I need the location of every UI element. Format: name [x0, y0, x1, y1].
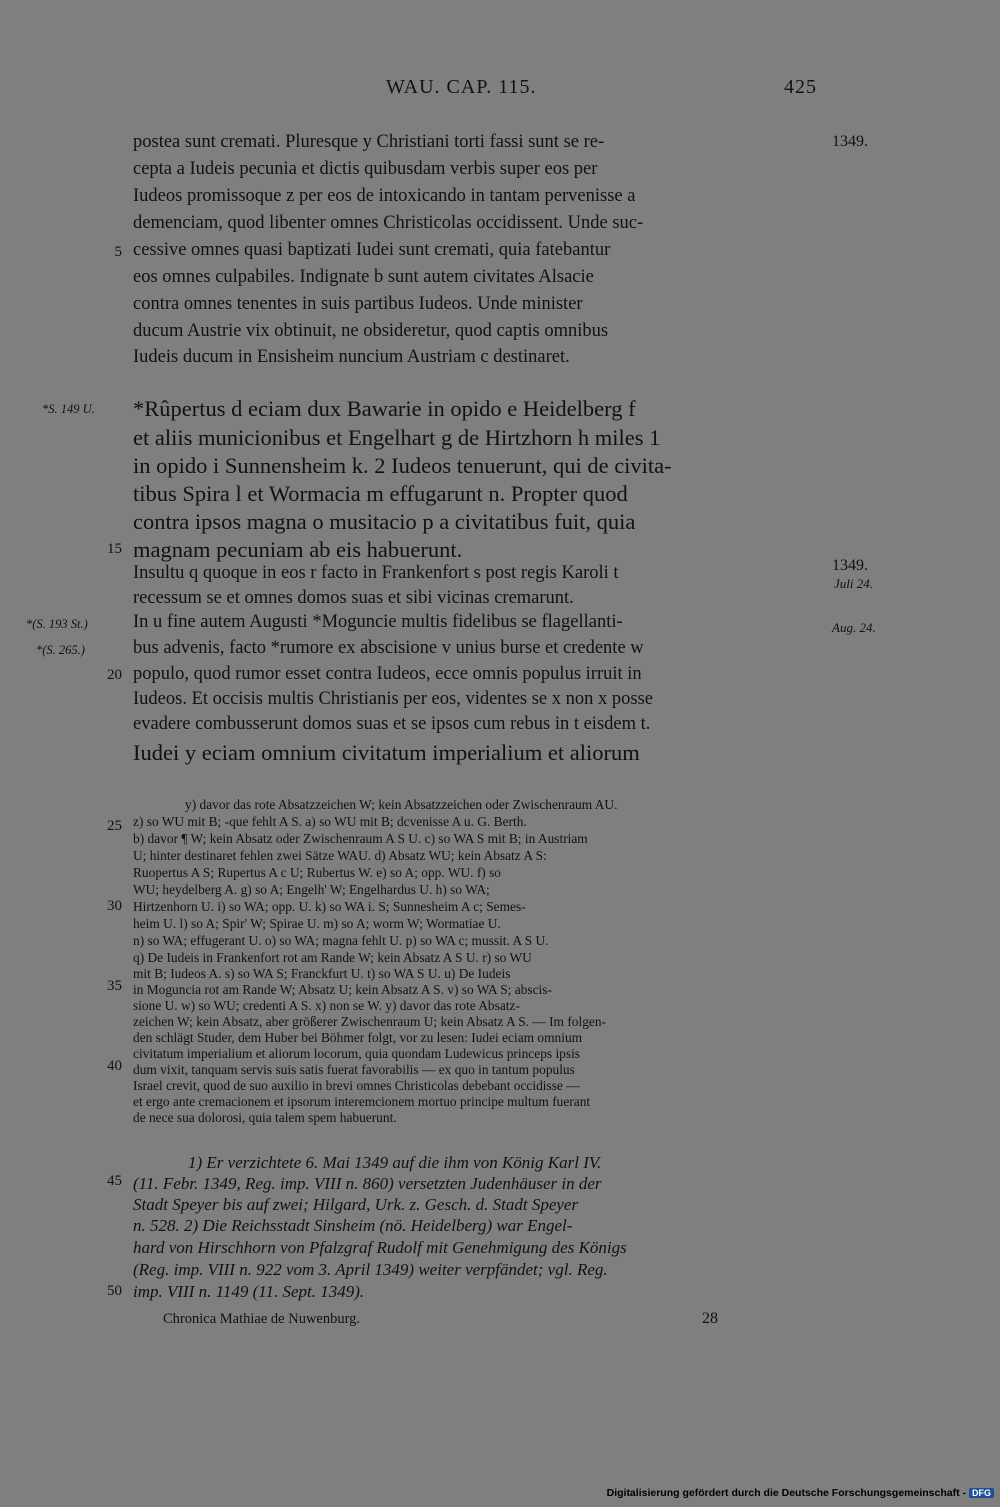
margin-reference: *(S. 265.) [36, 643, 85, 657]
main-line: cessive omnes quasi baptizati Iudei sunt cremati, quia fatebantur [133, 240, 611, 260]
line-number: 20 [107, 667, 122, 683]
margin-date: Juli 24. [834, 576, 873, 591]
main-line: populo, quod rumor esset contra Iudeos, ecce omnis populus irruit in [133, 664, 642, 684]
variant-line: mit B; Iudeos A. s) so WA S; Franckfurt U. t) so WA S U. u) De Iudeis [133, 966, 511, 981]
variant-line: y) davor das rote Absatzzeichen W; kein Absatzzeichen oder Zwischenraum AU. [185, 797, 618, 812]
main-line: postea sunt cremati. Pluresque y Christiani torti fassi sunt se re- [133, 132, 605, 152]
signature-mark: 28 [702, 1310, 718, 1327]
variant-line: Israel crevit, quod de suo auxilio in brevi omnes Christicolas debebant occidisse — [133, 1078, 580, 1093]
variant-line: WU; heydelberg A. g) so A; Engelh' W; Engelhardus U. h) so WA; [133, 882, 490, 897]
digitization-credit [607, 1487, 994, 1499]
variant-line: z) so WU mit B; -que fehlt A S. a) so WU mit B; dcvenisse A u. G. Berth. [133, 814, 527, 829]
collection-title: Chronica Mathiae de Nuwenburg. [163, 1311, 361, 1327]
dfg-logo-icon: DFG [969, 1488, 994, 1498]
footnote-line: (Reg. imp. VIII n. 922 vom 3. April 1349) weiter verpfändet; vgl. Reg. [133, 1260, 608, 1279]
variant-line: q) De Iudeis in Frankenfort rot am Rande W; kein Absatz A S U. r) so WU [133, 950, 532, 965]
line-number: 30 [107, 898, 122, 914]
line-number: 40 [107, 1058, 122, 1074]
margin-reference: *S. 149 U. [42, 402, 95, 416]
margin-year: 1349. [832, 133, 868, 150]
main-line: Iudeos promissoque z per eos de intoxicando in tantam pervenisse a [133, 186, 636, 206]
main-line: evadere combusserunt domos suas et se ipsos cum rebus in t eisdem t. [133, 714, 651, 734]
line-number: 15 [107, 541, 122, 557]
main-line: In u fine autem Augusti *Moguncie multis fidelibus se flagellanti- [133, 612, 623, 632]
main-line: Iudeos. Et occisis multis Christianis per eos, videntes se x non x posse [133, 689, 653, 709]
main-line: bus advenis, facto *rumore ex abscisione v unius burse et credente w [133, 638, 644, 658]
variant-line: U; hinter destinaret fehlen zwei Sätze WAU. d) Absatz WU; kein Absatz A S: [133, 848, 547, 863]
page-number: 425 [784, 76, 817, 98]
main-line: demenciam, quod libenter omnes Christicolas occidissent. Unde suc- [133, 213, 644, 233]
main-line: magnam pecuniam ab eis habuerunt. [133, 537, 463, 562]
variant-line: heim U. l) so A; Spir' W; Spirae U. m) so A; worm W; Wormatiae U. [133, 916, 501, 931]
footnote-line: 1) Er verzichtete 6. Mai 1349 auf die ihm von König Karl IV. [188, 1153, 602, 1172]
margin-reference: *(S. 193 St.) [26, 617, 88, 631]
running-head: WAU. CAP. 115. [386, 76, 537, 98]
main-line: Insultu q quoque in eos r facto in Frankenfort s post regis Karoli t [133, 563, 619, 583]
variant-line: zeichen W; kein Absatz, aber größerer Zwischenraum U; kein Absatz A S. — Im folgen- [133, 1014, 606, 1029]
main-line: ducum Austrie vix obtinuit, ne obsideretur, quod captis omnibus [133, 321, 609, 341]
variant-line: Ruopertus A S; Rupertus A c U; Rubertus W. e) so A; opp. WU. f) so [133, 865, 501, 880]
main-line: contra ipsos magna o musitacio p a civitatibus fuit, quia [133, 509, 636, 534]
variant-line: de nece sua dolorosi, quia talem spem habuerunt. [133, 1110, 397, 1125]
variant-line: sione U. w) so WU; credenti A S. x) non se W. y) davor das rote Absatz- [133, 998, 520, 1013]
main-line: tibus Spira l et Wormacia m effugarunt n. Propter quod [133, 481, 628, 506]
main-line: Iudei y eciam omnium civitatum imperialium et aliorum [133, 740, 640, 765]
variant-line: dum vixit, tanquam servis suis satis fuerat favorabilis — ex quo in tantum populus [133, 1062, 575, 1077]
main-line: et aliis municionibus et Engelhart g de Hirtzhorn h miles 1 [133, 425, 661, 450]
variant-line: den schlägt Studer, dem Huber bei Böhmer folgt, vor zu lesen: Iudei eciam omnium [133, 1030, 583, 1045]
variant-line: Hirtzenhorn U. i) so WA; opp. U. k) so WA i. S; Sunnesheim A c; Semes- [133, 899, 526, 914]
main-line: Iudeis ducum in Ensisheim nuncium Austriam c destinaret. [133, 347, 570, 367]
line-number: 50 [107, 1283, 122, 1299]
main-line: *Rûpertus d eciam dux Bawarie in opido e Heidelberg f [133, 396, 636, 421]
margin-year: 1349. [832, 557, 868, 574]
line-number: 25 [107, 818, 122, 834]
margin-date: Aug. 24. [832, 620, 876, 635]
variant-line: b) davor ¶ W; kein Absatz oder Zwischenraum A S U. c) so WA S mit B; in Austriam [133, 831, 588, 846]
main-line: in opido i Sunnensheim k. 2 Iudeos tenuerunt, qui de civita- [133, 453, 672, 478]
footnote-line: n. 528. 2) Die Reichsstadt Sinsheim (nö. Heidelberg) war Engel- [133, 1216, 573, 1235]
line-number: 5 [114, 244, 122, 260]
footnote-line: Stadt Speyer bis auf zwei; Hilgard, Urk. z. Gesch. d. Stadt Speyer [133, 1195, 579, 1214]
main-line: contra omnes tenentes in suis partibus Iudeos. Unde minister [133, 294, 583, 314]
line-number: 35 [107, 978, 122, 994]
line-number: 45 [107, 1173, 122, 1189]
main-line: recessum se et omnes domos suas et sibi vicinas cremarunt. [133, 588, 574, 608]
main-line: eos omnes culpabiles. Indignate b sunt autem civitates Alsacie [133, 267, 594, 287]
footnote-line: (11. Febr. 1349, Reg. imp. VIII n. 860) versetzten Judenhäuser in der [133, 1174, 602, 1193]
main-line: cepta a Iudeis pecunia et dictis quibusdam verbis super eos per [133, 159, 598, 179]
variant-line: et ergo ante cremacionem et ipsorum interemcionem mortuo principe multum fuerant [133, 1094, 591, 1109]
variant-line: in Moguncia rot am Rande W; Absatz U; kein Absatz A S. v) so WA S; abscis- [133, 982, 552, 997]
variant-line: civitatum imperialium et aliorum locorum, quia quondam Ludewicus princeps ipsis [133, 1046, 581, 1061]
variant-line: n) so WA; effugerant U. o) so WA; magna fehlt U. p) so WA c; mussit. A S U. [133, 933, 549, 948]
footnote-line: imp. VIII n. 1149 (11. Sept. 1349). [133, 1282, 365, 1301]
footnote-line: hard von Hirschhorn von Pfalzgraf Rudolf mit Genehmigung des Königs [133, 1238, 627, 1257]
credit-text: Digitalisierung gefördert durch die Deutsche Forschungsgemeinschaft - [606, 1487, 966, 1499]
